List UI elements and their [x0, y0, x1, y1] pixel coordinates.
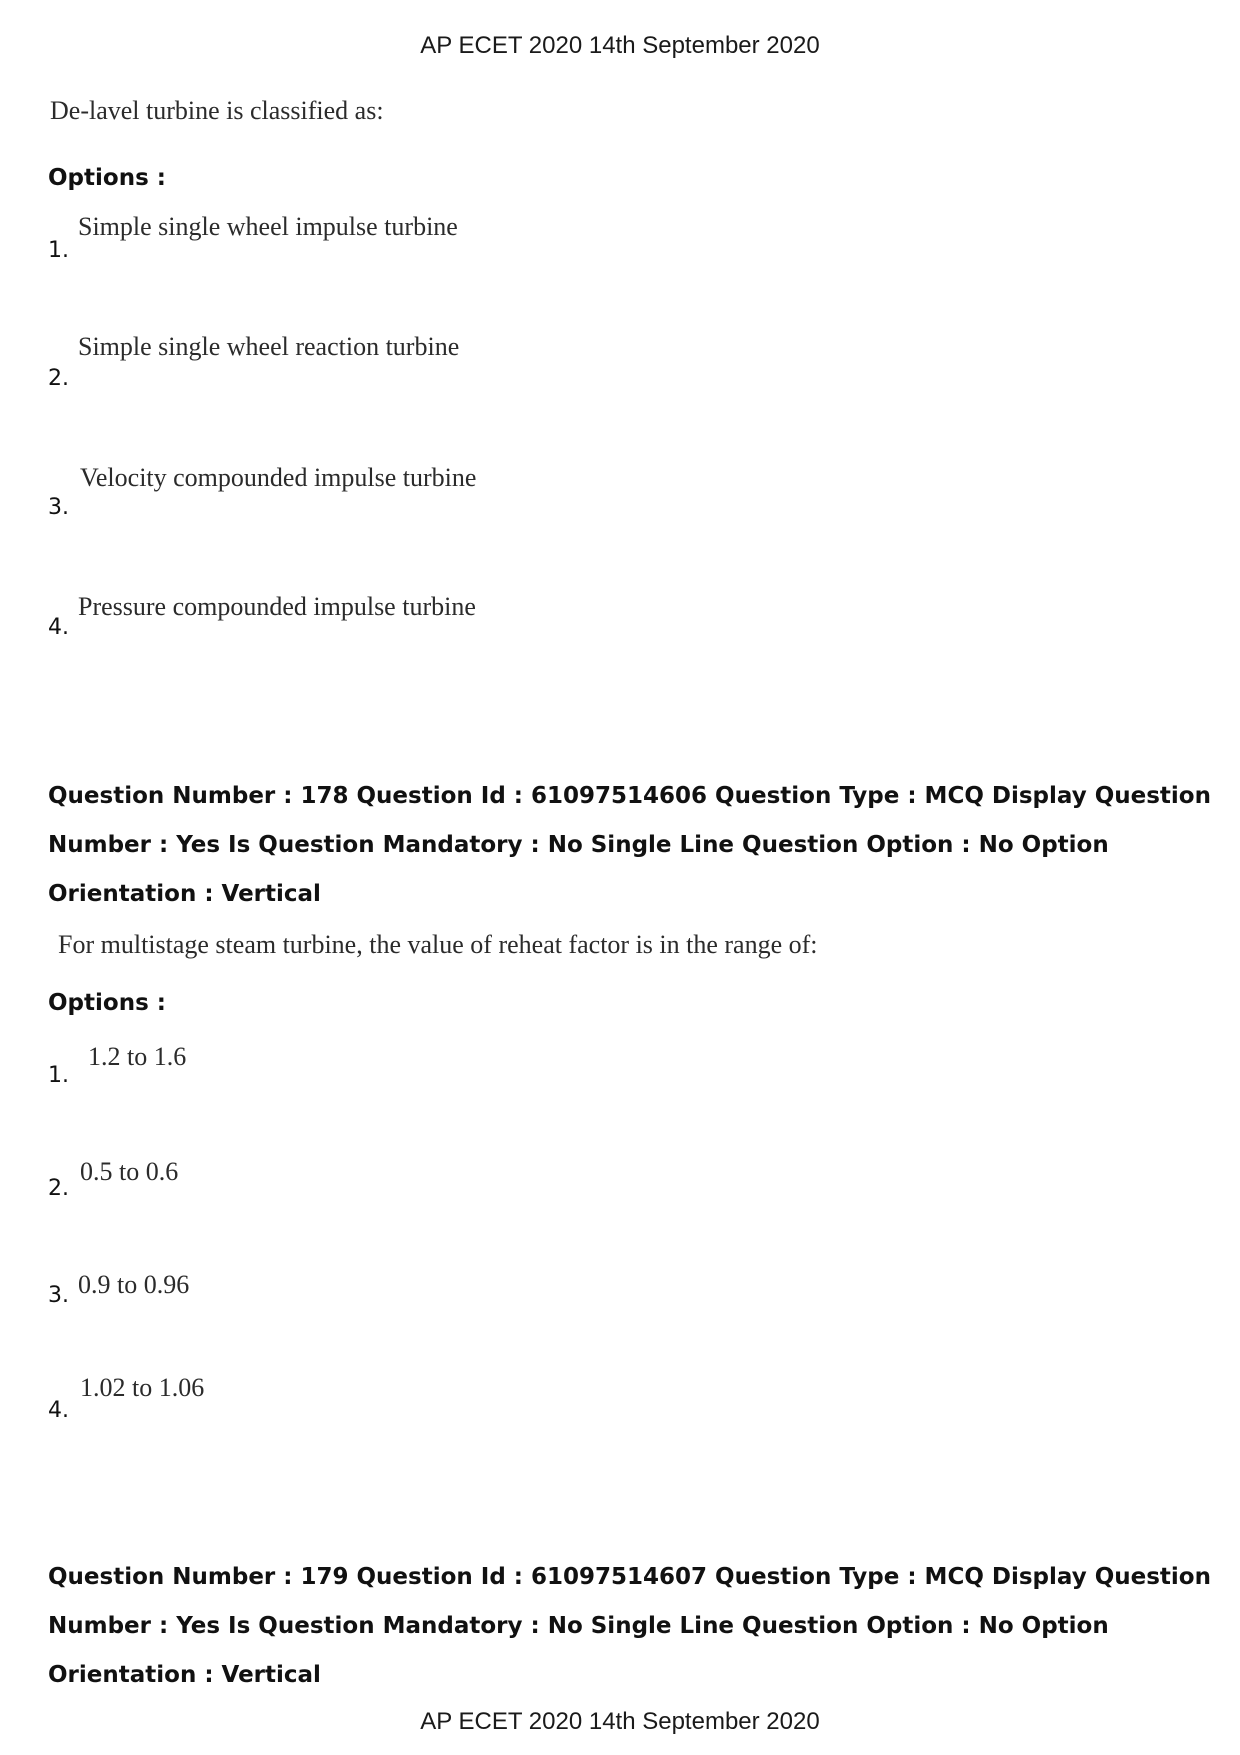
option-text: 1.2 to 1.6 [88, 1042, 187, 1071]
question-meta [48, 772, 1211, 919]
option-text: Simple single wheel reaction turbine [78, 332, 460, 361]
option-number: 2. [48, 1176, 69, 1201]
option-number: 1. [48, 1063, 69, 1088]
option-text: Velocity compounded impulse turbine [80, 463, 477, 492]
page-footer: AP ECET 2020 14th September 2020 [420, 1708, 820, 1735]
option-text: 0.5 to 0.6 [80, 1157, 179, 1186]
question-text: De-lavel turbine is classified as: [50, 96, 384, 125]
question-meta [48, 1553, 1211, 1700]
meta-line: Number : Yes Is Question Mandatory : No Single Line Question Option : No Option [48, 1613, 1109, 1639]
meta-line: Number : Yes Is Question Mandatory : No Single Line Question Option : No Option [48, 832, 1109, 858]
option-number: 3. [48, 1283, 69, 1308]
option-text: 0.9 to 0.96 [78, 1270, 190, 1299]
meta-line: Question Number : 178 Question Id : 61097514606 Question Type : MCQ Display Question [48, 783, 1211, 809]
question-text: For multistage steam turbine, the value of reheat factor is in the range of: [58, 930, 818, 959]
meta-line: Orientation : Vertical [48, 881, 321, 907]
option-number: 4. [48, 615, 69, 640]
option-text: 1.02 to 1.06 [80, 1373, 205, 1402]
option-number: 1. [48, 238, 69, 263]
option-number: 2. [48, 366, 69, 391]
option-number: 4. [48, 1398, 69, 1423]
option-number: 3. [48, 495, 69, 520]
options-label: Options : [48, 165, 166, 191]
option-text: Pressure compounded impulse turbine [78, 592, 476, 621]
meta-line: Orientation : Vertical [48, 1662, 321, 1688]
options-label: Options : [48, 990, 166, 1016]
page-header: AP ECET 2020 14th September 2020 [420, 32, 820, 59]
meta-line: Question Number : 179 Question Id : 61097514607 Question Type : MCQ Display Question [48, 1564, 1211, 1590]
option-text: Simple single wheel impulse turbine [78, 212, 458, 241]
